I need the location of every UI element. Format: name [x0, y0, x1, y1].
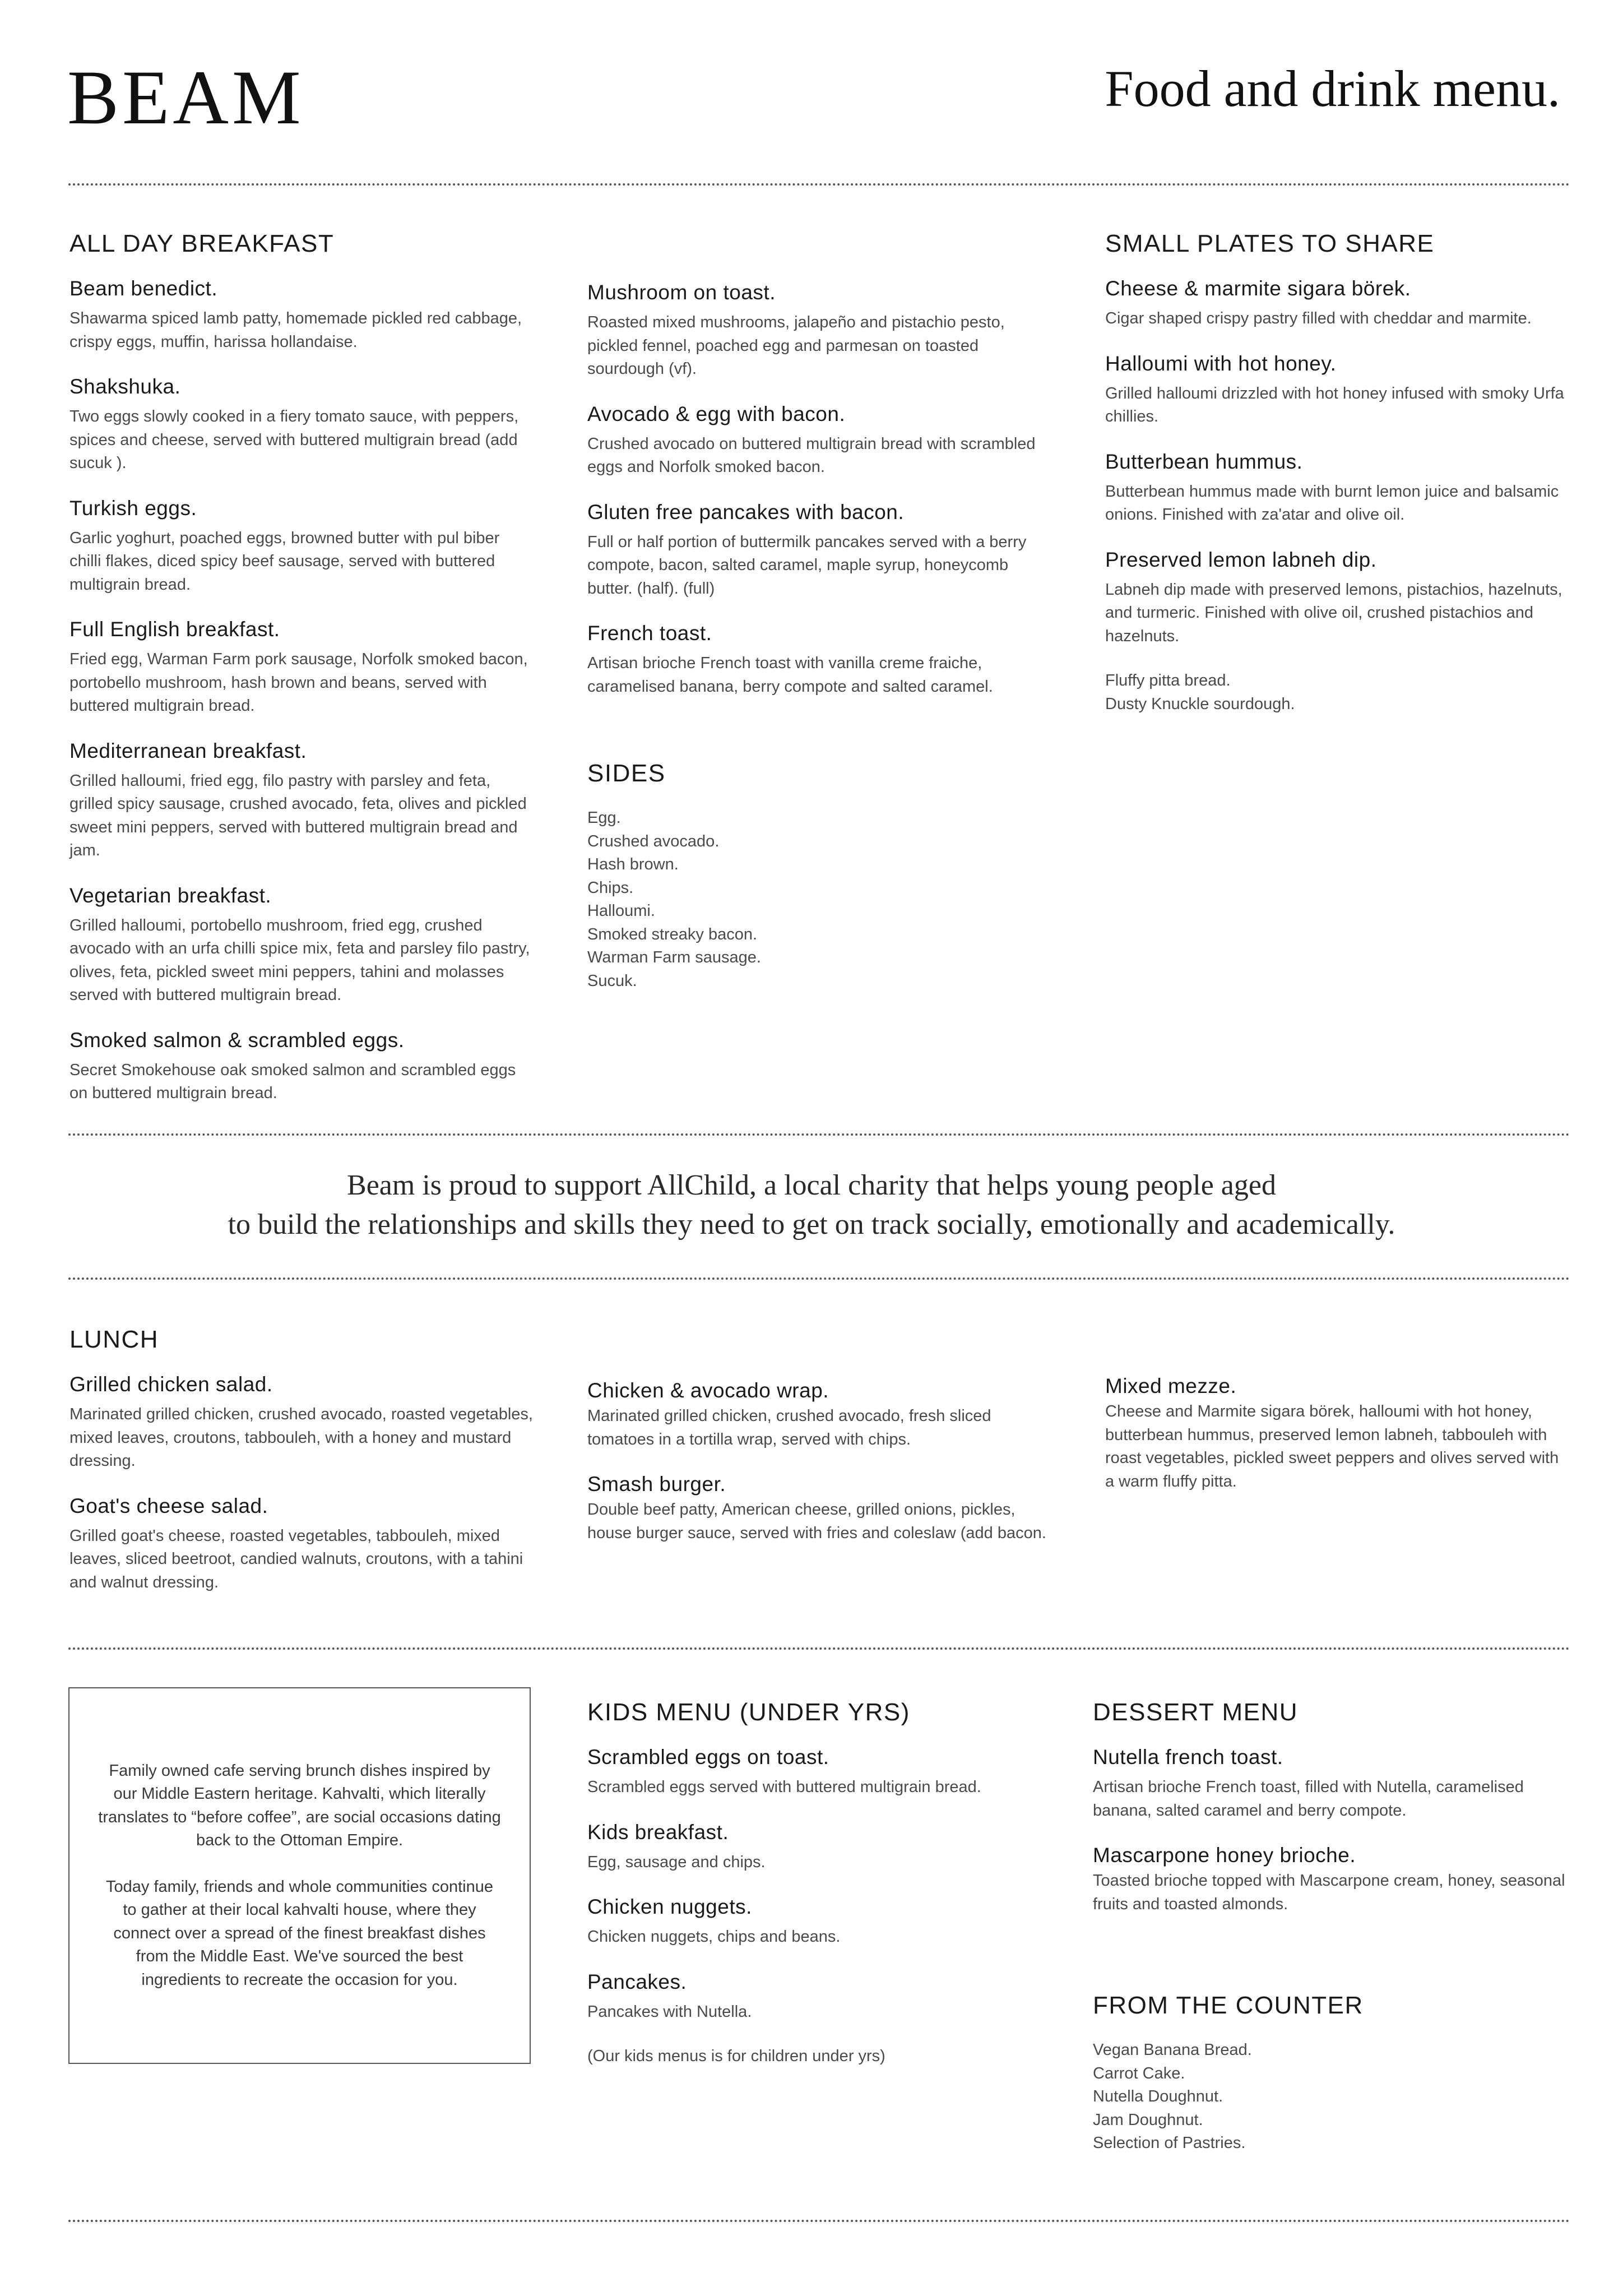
item-name: Full English breakfast.	[69, 618, 280, 641]
item-description: Full or half portion of buttermilk pancakes served with a berry compote, bacon, salted caramel, maple syrup, honeycomb butter. (half). (full)	[587, 533, 1027, 598]
item-description: Chicken nuggets, chips and beans.	[587, 1928, 841, 1946]
item-name: Mascarpone honey brioche.	[1093, 1844, 1356, 1867]
list-item: Carrot Cake.	[1093, 2064, 1185, 2082]
item-description: Grilled goat's cheese, roasted vegetables, tabbouleh, mixed leaves, sliced beetroot, candied walnuts, croutons, with a tahini and walnut dressing.	[69, 1526, 523, 1591]
menu-item	[1093, 1844, 1569, 1916]
section-title-kids: KIDS MENU (UNDER YRS)	[587, 1698, 910, 1726]
item-description: Two eggs slowly cooked in a fiery tomato sauce, with peppers, spices and cheese, served with buttered multigrain bread (add sucuk ).	[69, 408, 519, 472]
menu-item	[587, 1746, 1052, 1799]
item-description: Marinated grilled chicken, crushed avocado, fresh sliced tomatoes in a tortilla wrap, served with chips.	[587, 1407, 991, 1448]
item-name: Cheese & marmite sigara börek.	[1105, 277, 1411, 300]
item-name: Goat's cheese salad.	[69, 1494, 268, 1517]
list-item: Egg.	[587, 809, 621, 827]
counter-section	[1093, 1992, 1569, 2155]
item-name: Avocado & egg with bacon.	[587, 402, 846, 425]
item-description: Artisan brioche French toast with vanilla creme fraiche, caramelised banana, berry compote and salted caramel.	[587, 654, 993, 696]
list-item: Smoked streaky bacon.	[587, 925, 758, 943]
item-name: Beam benedict.	[69, 277, 218, 300]
menu-item	[69, 375, 535, 475]
menu-item	[587, 1379, 1052, 1451]
item-description: Grilled halloumi drizzled with hot honey infused with smoky Urfa chillies.	[1105, 384, 1564, 425]
menu-item	[587, 622, 1052, 698]
menu-item	[69, 739, 535, 863]
item-name: Mixed mezze.	[1105, 1374, 1237, 1397]
menu-item	[1105, 548, 1570, 649]
about-text	[98, 1760, 502, 1992]
menu-item	[587, 402, 1052, 479]
item-name: Halloumi with hot honey.	[1105, 351, 1337, 375]
menu-item	[587, 281, 1052, 381]
item-name: Smash burger.	[587, 1473, 726, 1496]
menu-item	[587, 1821, 1052, 1874]
item-name: Kids breakfast.	[587, 1820, 729, 1844]
item-description: Scrambled eggs served with buttered multigrain bread.	[587, 1778, 981, 1796]
item-description: Garlic yoghurt, poached eggs, browned butter with pul biber chilli flakes, diced spicy beef sausage, served with buttered multigrain bread.	[69, 529, 500, 594]
item-name: Turkish eggs.	[69, 496, 197, 520]
item-name: Mediterranean breakfast.	[69, 739, 307, 762]
charity-line-2: to build the relationships and skills they need to get on track socially, emotionally and academically.	[228, 1209, 1395, 1240]
menu-item	[587, 1473, 1052, 1545]
page-title: Food and drink menu.	[1105, 60, 1560, 117]
section-title-lunch: LUNCH	[69, 1326, 159, 1353]
item-name: Scrambled eggs on toast.	[587, 1746, 829, 1769]
item-description: Grilled halloumi, portobello mushroom, fried egg, crushed avocado with an urfa chilli spice mix, feta and parsley filo pastry, olives, feta, pickled sweet mini peppers, tahini and molasses served with buttered multigrain bread.	[69, 916, 530, 1004]
menu-item	[69, 884, 535, 1007]
list-item: Sucuk.	[587, 971, 637, 990]
about-paragraph: Today family, friends and whole communities continue to gather at their local kahvalti house, where they connect over a spread of the finest breakfast dishes from the Middle East. We've sourced the best ingredients to recreate the occasion for you.	[106, 1877, 493, 1989]
section-title-dessert: DESSERT MENU	[1093, 1698, 1299, 1726]
item-description: Labneh dip made with preserved lemons, pistachios, hazelnuts, and turmeric. Finished with olive oil, crushed pistachios and hazelnuts.	[1105, 580, 1562, 645]
item-name: Vegetarian breakfast.	[69, 883, 272, 907]
item-description: Fried egg, Warman Farm pork sausage, Norfolk smoked bacon, portobello mushroom, hash brown and beans, served with buttered multigrain bread.	[69, 650, 528, 715]
kids-menu-section	[587, 1698, 1052, 2068]
charity-statement	[0, 1166, 1623, 1244]
menu-item	[587, 1970, 1052, 2024]
list-item: Chips.	[587, 878, 634, 897]
item-description: Artisan brioche French toast, filled with Nutella, caramelised banana, salted caramel and berry compote.	[1093, 1778, 1524, 1820]
menu-item	[69, 1029, 535, 1105]
menu-item	[587, 1895, 1052, 1949]
section-title-sides: SIDES	[587, 760, 666, 787]
list-item: Halloumi.	[587, 902, 655, 920]
item-description: Toasted brioche topped with Mascarpone cream, honey, seasonal fruits and toasted almonds.	[1093, 1872, 1565, 1913]
item-description: Double beef patty, American cheese, grilled onions, pickles, house burger sauce, served with fries and coleslaw (add bacon.	[587, 1501, 1046, 1542]
lunch-column-1	[69, 1326, 535, 1615]
item-description: Grilled halloumi, fried egg, filo pastry with parsley and feta, grilled spicy sausage, crushed avocado, feta, olives and pickled sweet mini peppers, served with buttered multigrain bread and jam.	[69, 771, 527, 859]
menu-item	[1105, 277, 1570, 331]
item-name: Gluten free pancakes with bacon.	[587, 500, 905, 524]
item-name: Chicken & avocado wrap.	[587, 1379, 829, 1402]
item-description: Cheese and Marmite sigara börek, halloumi with hot honey, butterbean hummus, preserved lemon labneh, tabbouleh with roast vegetables, pickled sweet peppers and olives served with a warm fluffy pitta.	[1105, 1402, 1559, 1490]
kids-note: (Our kids menus is for children under yrs)	[587, 2047, 885, 2065]
item-name: Shakshuka.	[69, 375, 181, 398]
menu-item	[69, 497, 535, 597]
list-item: Dusty Knuckle sourdough.	[1105, 695, 1295, 713]
item-description: Secret Smokehouse oak smoked salmon and scrambled eggs on buttered multigrain bread.	[69, 1061, 516, 1102]
section-title-breakfast: ALL DAY BREAKFAST	[69, 230, 335, 257]
brand-logo: BEAM	[67, 54, 304, 140]
sides-list	[587, 807, 1052, 993]
item-name: Grilled chicken salad.	[69, 1373, 273, 1396]
list-item: Selection of Pastries.	[1093, 2134, 1246, 2152]
item-description: Shawarma spiced lamb patty, homemade pickled red cabbage, crispy eggs, muffin, harissa hollandaise.	[69, 309, 522, 351]
item-description: Roasted mixed mushrooms, jalapeño and pistachio pesto, pickled fennel, poached egg and parmesan on toasted sourdough (vf).	[587, 313, 1005, 378]
item-description: Butterbean hummus made with burnt lemon juice and balsamic onions. Finished with za'atar and olive oil.	[1105, 482, 1559, 524]
charity-line-1: Beam is proud to support AllChild, a local charity that helps young people aged	[347, 1169, 1276, 1201]
list-item: Fluffy pitta bread.	[1105, 672, 1231, 689]
menu-item	[1093, 1746, 1569, 1822]
small-plates-section	[1105, 230, 1570, 716]
menu-item	[69, 1494, 535, 1595]
dessert-menu-section	[1093, 1698, 1569, 1937]
list-item: Warman Farm sausage.	[587, 948, 761, 966]
section-title-small-plates: SMALL PLATES TO SHARE	[1105, 230, 1435, 257]
about-paragraph: Family owned cafe serving brunch dishes inspired by our Middle Eastern heritage. Kahvalti, which literally translates to “before coffee”, are social occasions dating back to the Ottoman Empire.	[98, 1761, 501, 1850]
list-item: Vegan Banana Bread.	[1093, 2041, 1252, 2059]
item-name: French toast.	[587, 622, 712, 645]
counter-list	[1093, 2039, 1569, 2155]
item-description: Crushed avocado on buttered multigrain bread with scrambled eggs and Norfolk smoked bacon.	[587, 434, 1036, 476]
item-name: Butterbean hummus.	[1105, 450, 1303, 473]
item-name: Chicken nuggets.	[587, 1895, 752, 1918]
item-name: Nutella french toast.	[1093, 1746, 1283, 1769]
list-item: Jam Doughnut.	[1093, 2110, 1203, 2129]
menu-item	[587, 501, 1052, 601]
section-title-counter: FROM THE COUNTER	[1093, 1992, 1364, 2019]
item-name: Mushroom on toast.	[587, 281, 776, 304]
item-name: Preserved lemon labneh dip.	[1105, 548, 1377, 571]
menu-item	[69, 1373, 535, 1473]
item-description: Egg, sausage and chips.	[587, 1853, 766, 1871]
about-box	[68, 1687, 531, 2064]
menu-item	[1105, 352, 1570, 429]
item-description: Marinated grilled chicken, crushed avocado, roasted vegetables, mixed leaves, croutons, tabbouleh, with a honey and mustard dressing.	[69, 1405, 533, 1470]
item-name: Pancakes.	[587, 1970, 687, 1993]
item-description: Cigar shaped crispy pastry filled with cheddar and marmite.	[1105, 309, 1532, 327]
lunch-column-2	[587, 1379, 1052, 1566]
divider	[68, 183, 1570, 186]
list-item: Nutella Doughnut.	[1093, 2087, 1223, 2105]
divider	[68, 1277, 1570, 1280]
bread-list	[1105, 669, 1570, 716]
item-name: Smoked salmon & scrambled eggs.	[69, 1028, 405, 1052]
breakfast-column-2	[587, 281, 1052, 720]
menu-item	[69, 618, 535, 718]
divider	[68, 1647, 1570, 1650]
item-description: Pancakes with Nutella.	[587, 2002, 752, 2021]
lunch-column-3	[1105, 1374, 1570, 1515]
list-item: Hash brown.	[587, 855, 679, 873]
menu-item	[69, 277, 535, 354]
divider	[68, 2220, 1570, 2222]
list-item: Crushed avocado.	[587, 832, 720, 850]
breakfast-column-1	[69, 230, 535, 1127]
divider	[68, 1133, 1570, 1136]
menu-item	[1105, 450, 1570, 527]
sides-section	[587, 760, 1052, 993]
menu-item	[1105, 1374, 1570, 1493]
